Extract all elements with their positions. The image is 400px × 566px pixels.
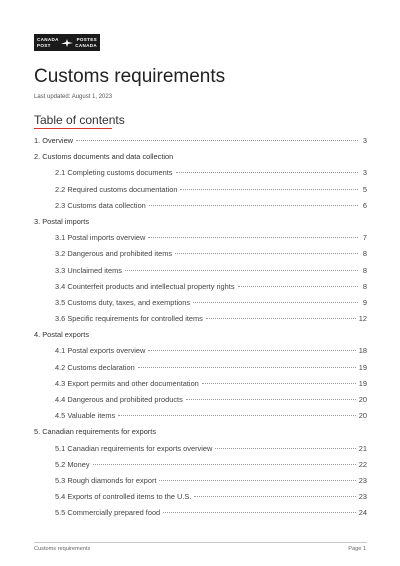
toc-dot-leader bbox=[193, 302, 358, 303]
toc-entry-page-number: 8 bbox=[362, 249, 367, 259]
toc-entry[interactable] bbox=[34, 395, 367, 411]
toc-entry[interactable] bbox=[34, 444, 367, 460]
toc-entry-page-number: 23 bbox=[358, 492, 367, 502]
table-of-contents bbox=[34, 136, 367, 525]
toc-heading: Table of contents bbox=[34, 113, 125, 127]
toc-section-entry[interactable] bbox=[34, 152, 367, 168]
toc-entry-label: 2.1 Completing customs documents bbox=[55, 168, 173, 178]
footer-divider bbox=[34, 542, 367, 543]
logo-text-post: POST bbox=[37, 42, 51, 48]
canada-post-eagle-icon bbox=[60, 37, 74, 49]
toc-entry-page-number: 20 bbox=[358, 411, 367, 421]
logo-text-postes: POSTES bbox=[76, 36, 97, 42]
toc-entry[interactable] bbox=[34, 476, 367, 492]
footer-document-name: Customs requirements bbox=[34, 546, 91, 552]
toc-entry-label: 3.4 Counterfeit products and intellectual property rights bbox=[55, 281, 235, 291]
toc-dot-leader bbox=[180, 189, 358, 190]
toc-entry-page-number: 22 bbox=[358, 459, 367, 469]
toc-dot-leader bbox=[194, 496, 355, 497]
toc-entry[interactable] bbox=[34, 185, 367, 201]
toc-entry-label: 3.2 Dangerous and prohibited items bbox=[55, 249, 173, 259]
toc-entry-label: 2. Customs documents and data collection bbox=[34, 152, 174, 162]
toc-entry-label: 5.2 Money bbox=[55, 459, 90, 469]
toc-entry-label: 4.1 Postal exports overview bbox=[55, 346, 146, 356]
toc-dot-leader bbox=[202, 383, 356, 384]
toc-entry[interactable] bbox=[34, 363, 367, 379]
toc-dot-leader bbox=[175, 253, 358, 254]
toc-entry[interactable] bbox=[34, 282, 367, 298]
toc-entry-page-number: 3 bbox=[362, 136, 367, 145]
toc-entry[interactable] bbox=[34, 379, 367, 395]
toc-entry-label: 3.6 Specific requirements for controlled items bbox=[55, 314, 203, 324]
toc-entry-label: 1. Overview bbox=[34, 136, 74, 145]
toc-dot-leader bbox=[148, 350, 355, 351]
toc-dot-leader bbox=[138, 367, 356, 368]
toc-entry-page-number: 3 bbox=[362, 168, 367, 178]
toc-entry-label: 4.3 Export permits and other documentation bbox=[55, 378, 199, 388]
toc-entry-label: 2.3 Customs data collection bbox=[55, 200, 146, 210]
toc-dot-leader bbox=[186, 399, 356, 400]
toc-section-entry[interactable] bbox=[34, 217, 367, 233]
toc-entry-page-number: 19 bbox=[358, 378, 367, 388]
toc-section-entry[interactable] bbox=[34, 330, 367, 346]
toc-entry-label: 4. Postal exports bbox=[34, 330, 90, 340]
toc-dot-leader bbox=[238, 286, 358, 287]
toc-dot-leader bbox=[163, 512, 356, 513]
toc-section-entry[interactable] bbox=[34, 136, 367, 152]
toc-entry-label: 5.1 Canadian requirements for exports overview bbox=[55, 443, 213, 453]
footer-page-number: Page 1 bbox=[348, 546, 366, 552]
toc-entry-page-number: 5 bbox=[362, 184, 367, 194]
toc-entry-page-number: 24 bbox=[358, 508, 367, 518]
toc-dot-leader bbox=[206, 318, 356, 319]
canada-post-logo bbox=[34, 34, 100, 51]
toc-dot-leader bbox=[215, 448, 355, 449]
toc-entry-label: 4.2 Customs declaration bbox=[55, 362, 135, 372]
toc-entry-label: 3.5 Customs duty, taxes, and exemptions bbox=[55, 297, 191, 307]
toc-entry[interactable] bbox=[34, 201, 367, 217]
toc-entry-page-number: 7 bbox=[362, 233, 367, 243]
toc-entry-page-number: 12 bbox=[358, 314, 367, 324]
toc-entry[interactable] bbox=[34, 314, 367, 330]
toc-entry[interactable] bbox=[34, 298, 367, 314]
toc-entry[interactable] bbox=[34, 460, 367, 476]
toc-entry[interactable] bbox=[34, 233, 367, 249]
document-title: Customs requirements bbox=[34, 66, 226, 87]
toc-dot-leader bbox=[76, 140, 358, 141]
toc-entry-label: 3.3 Unclaimed items bbox=[55, 265, 122, 275]
toc-dot-leader bbox=[148, 237, 358, 238]
toc-entry-label: 3.1 Postal imports overview bbox=[55, 233, 146, 243]
toc-entry-label: 4.4 Dangerous and prohibited products bbox=[55, 395, 183, 404]
logo-text-canada-fr: CANADA bbox=[75, 42, 97, 48]
toc-entry[interactable] bbox=[34, 249, 367, 265]
toc-entry-page-number: 23 bbox=[358, 475, 367, 485]
toc-entry-page-number: 21 bbox=[358, 443, 367, 453]
toc-entry-page-number: 20 bbox=[358, 395, 367, 404]
toc-dot-leader bbox=[93, 464, 356, 465]
logo-text-canada: CANADA bbox=[37, 36, 59, 42]
toc-entry-page-number: 9 bbox=[362, 297, 367, 307]
toc-entry-page-number: 18 bbox=[358, 346, 367, 356]
toc-entry-label: 5. Canadian requirements for exports bbox=[34, 427, 157, 437]
toc-dot-leader bbox=[176, 172, 359, 173]
toc-entry-label: 5.5 Commercially prepared food bbox=[55, 508, 161, 518]
toc-entry[interactable] bbox=[34, 346, 367, 362]
toc-entry-page-number: 8 bbox=[362, 265, 367, 275]
toc-entry-label: 5.4 Exports of controlled items to the U.S. bbox=[55, 492, 192, 502]
toc-entry-label: 4.5 Valuable items bbox=[55, 411, 116, 421]
toc-heading-underline bbox=[34, 128, 112, 129]
last-updated-date: Last updated: August 1, 2023 bbox=[34, 94, 113, 100]
toc-dot-leader bbox=[149, 205, 358, 206]
toc-entry-page-number: 6 bbox=[362, 200, 367, 210]
toc-section-entry[interactable] bbox=[34, 427, 367, 443]
toc-entry[interactable] bbox=[34, 508, 367, 524]
toc-entry-label: 5.3 Rough diamonds for export bbox=[55, 475, 157, 485]
toc-entry-page-number: 8 bbox=[362, 281, 367, 291]
toc-entry[interactable] bbox=[34, 411, 367, 427]
toc-dot-leader bbox=[125, 270, 358, 271]
toc-entry[interactable] bbox=[34, 492, 367, 508]
toc-entry-label: 3. Postal imports bbox=[34, 216, 90, 226]
toc-dot-leader bbox=[159, 480, 355, 481]
toc-entry-page-number: 19 bbox=[358, 362, 367, 372]
toc-entry-label: 2.2 Required customs documentation bbox=[55, 184, 178, 194]
toc-entry[interactable] bbox=[34, 266, 367, 282]
toc-entry[interactable] bbox=[34, 168, 367, 184]
toc-dot-leader bbox=[118, 415, 356, 416]
